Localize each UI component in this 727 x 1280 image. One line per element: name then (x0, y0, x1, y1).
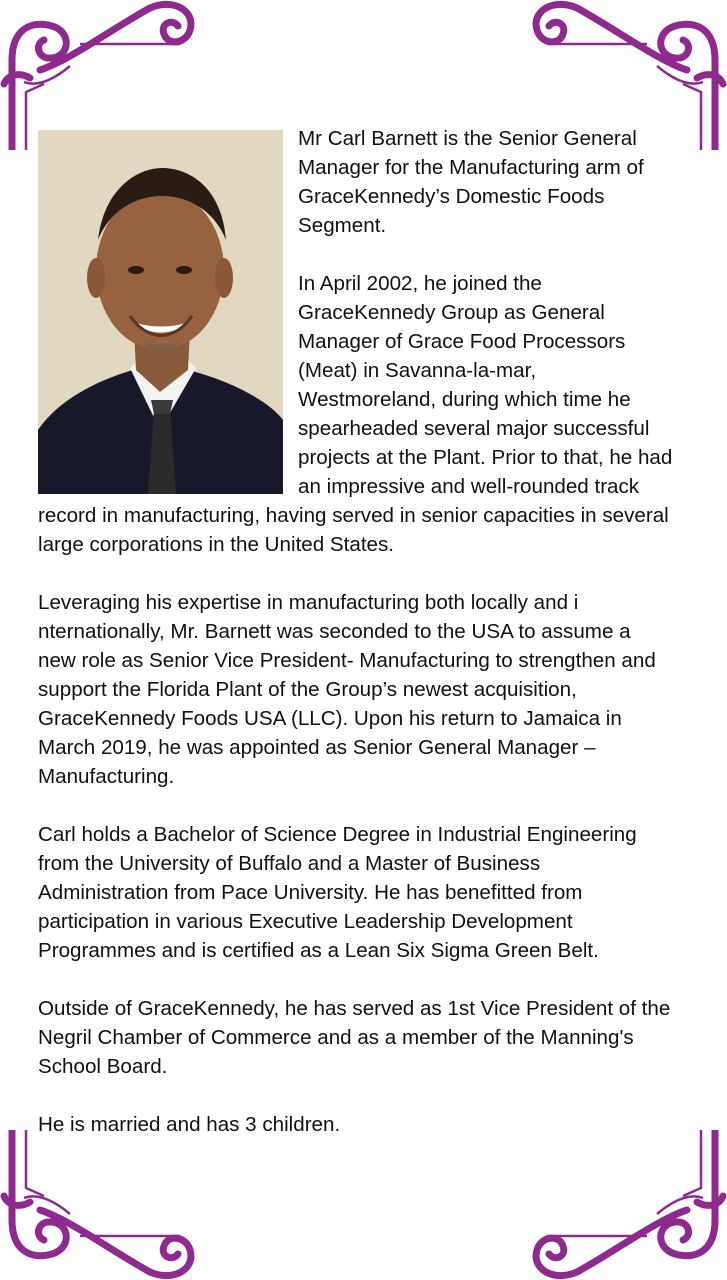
corner-ornament-bottom-right (527, 1130, 727, 1280)
corner-ornament-bottom-left (0, 1130, 200, 1280)
scroll-ornament-icon (527, 1130, 727, 1280)
bio-content (38, 124, 674, 1139)
bio-paragraph-1: Mr Carl Barnett is the Senior General Manager for the Manufacturing arm of GraceKennedy’s Domestic Foods Segment. (298, 127, 644, 237)
portrait-photo (38, 130, 283, 494)
bio-paragraph-2: In April 2002, he joined the GraceKennedy Group as General Manager of Grace Food Processors (Meat) in Savanna-la-mar, Westmoreland, during which time he spearheaded several major successful projects at the Plant. Prior to that, he had an impressive and well-rounded track record in manufacturing, having served in senior capacities in several large corporations in the United States. (38, 272, 673, 556)
bio-paragraph-3: Leveraging his expertise in manufacturing both locally and i nternationally, Mr. Barnett was seconded to the USA to assume a new role as Senior Vice President- Manufacturing to strengthen and support the Florida Plant of the Group’s newest acquisition, GraceKennedy Foods USA (LLC). Upon his return to Jamaica in March 2019, he was appointed as Senior General Manager – Manufacturing. (38, 591, 656, 788)
scroll-ornament-icon (0, 1130, 200, 1280)
bio-paragraph-6: He is married and has 3 children. (38, 1113, 341, 1136)
person-portrait-icon (38, 130, 283, 494)
bio-paragraph-5: Outside of GraceKennedy, he has served as 1st Vice President of the Negril Chamber of Commerce and as a member of the Manning's School Board. (38, 997, 671, 1078)
bio-paragraph-4: Carl holds a Bachelor of Science Degree in Industrial Engineering from the University of Buffalo and a Master of Business Administration from Pace University. He has benefitted from participation in various Executive Leadership Development Programmes and is certified as a Lean Six Sigma Green Belt. (38, 823, 637, 962)
